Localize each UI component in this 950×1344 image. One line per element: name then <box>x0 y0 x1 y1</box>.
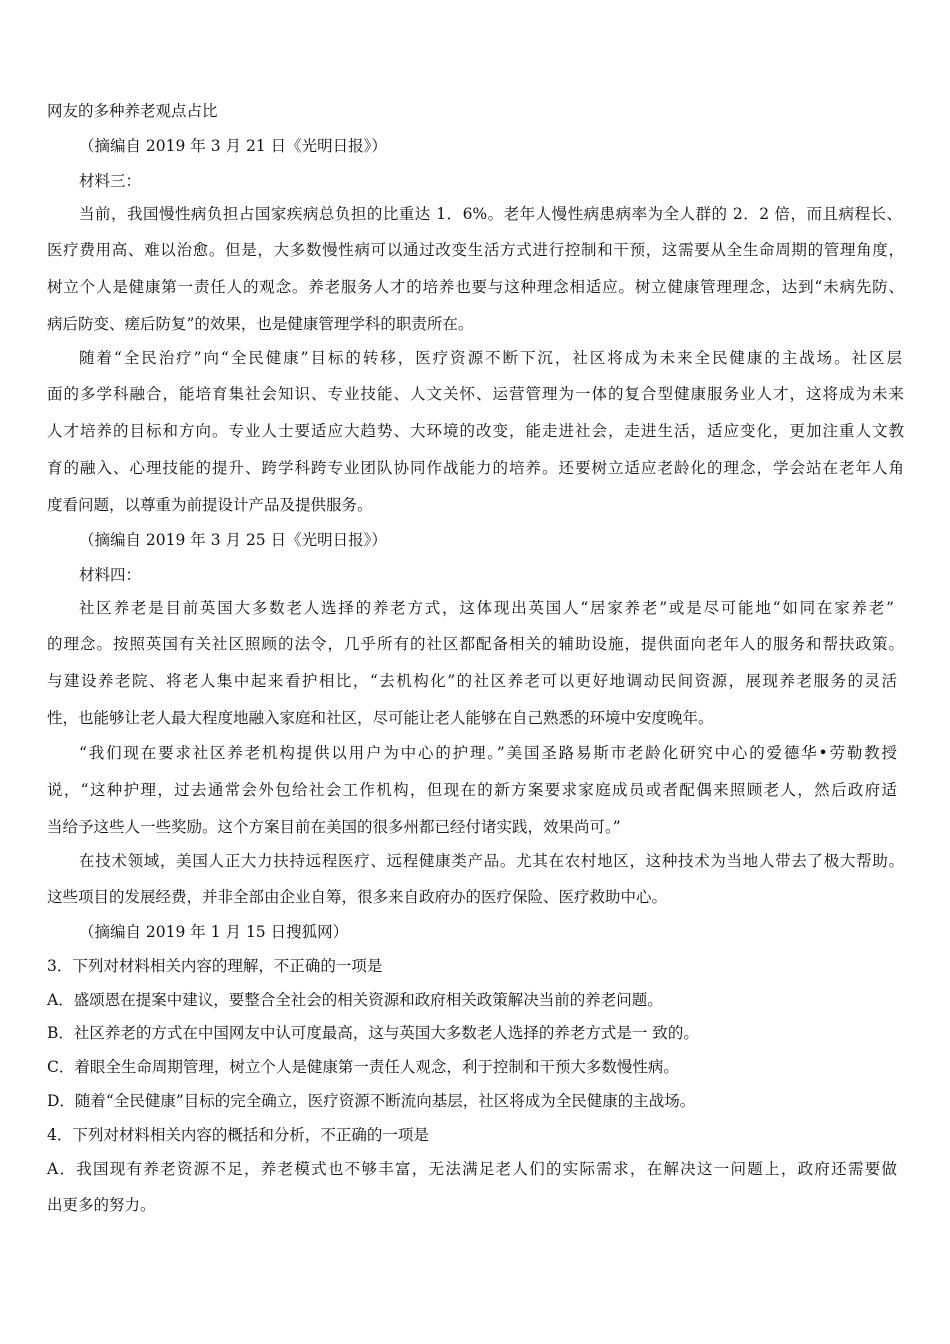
section-heading: 材料三： <box>79 172 142 190</box>
paragraph-line: 面的多学科融合，能培育集社会知识、专业技能、人文关怀、运营管理为一体的复合型健康服务业人才，这将成为未来 <box>47 385 904 403</box>
paragraph-line: 育的融入、心理技能的提升、跨学科跨专业团队协同作战能力的培养。还要树立适应老龄化的理念，学会站在老年人角 <box>47 459 904 477</box>
paragraph-line: 随着“全民治疗”向“全民健康”目标的转移，医疗资源不断下沉，社区将成为未来全民健康的主战场。社区层 <box>79 349 902 367</box>
paragraph-line: 树立个人是健康第一责任人的观念。养老服务人才的培养也要与这种理念相适应。树立健康管理理念，达到“未病先防、 <box>47 278 904 296</box>
paragraph-line: 病后防变、瘥后防复”的效果，也是健康管理学科的职责所在。 <box>47 315 474 333</box>
paragraph-line: 当前，我国慢性病负担占国家疾病总负担的比重达 1．6%。老年人慢性病患病率为全人群的 2．2 倍，而且病程长、 <box>79 205 902 223</box>
question-stem: 3．下列对材料相关内容的理解，不正确的一项是 <box>47 957 383 975</box>
paragraph-line: 这些项目的发展经费，并非全部由企业自筹，很多来自政府办的医疗保险、医疗救助中心。 <box>47 888 668 906</box>
paragraph-line: 与建设养老院、将老人集中起来看护相比，“去机构化”的社区养老可以更好地调动民间资源，展现养老服务的灵活 <box>47 672 897 690</box>
option-d: D．随着“全民健康”目标的完全确立，医疗资源不断流向基层，社区将成为全民健康的主战场。 <box>47 1092 696 1110</box>
paragraph-line: 说，“这种护理，过去通常会外包给社会工作机构，但现在的新方案要求家庭成员或者配偶来照顾老人，然后政府适 <box>47 781 897 799</box>
option-a: A．盛颂恩在提案中建议，要整合全社会的相关资源和政府相关政策解决当前的养老问题。 <box>47 991 663 1009</box>
option-b: B．社区养老的方式在中国网友中认可度最高，这与英国大多数老人选择的养老方式是一 致的。 <box>47 1024 699 1042</box>
figure-caption: 网友的多种养老观点占比 <box>47 102 218 120</box>
source-citation: （摘编自 2019 年 1 月 15 日搜狐网） <box>79 923 349 941</box>
paragraph-line: 性，也能够让老人最大程度地融入家庭和社区，尽可能让老人能够在自己熟悉的环境中安度晚年。 <box>47 709 714 727</box>
paragraph-line: 人才培养的目标和方向。专业人士要适应大趋势、大环境的改变，能走进社会，走进生活，适应变化，更加注重人文教 <box>47 422 904 440</box>
paragraph-line: 当给予这些人一些奖励。这个方案目前在美国的很多州都已经付诸实践，效果尚可。” <box>47 818 621 836</box>
question-stem: 4．下列对材料相关内容的概括和分析，不正确的一项是 <box>47 1126 429 1144</box>
paragraph-line: 社区养老是目前英国大多数老人选择的养老方式，这体现出英国人“居家养老”或是尽可能地“如同在家养老” <box>79 599 894 617</box>
option-c: C．着眼全生命周期管理，树立个人是健康第一责任人观念，利于控制和干预大多数慢性病。 <box>47 1058 679 1076</box>
source-citation: （摘编自 2019 年 3 月 25 日《光明日报》） <box>79 531 387 549</box>
paragraph-line: “我们现在要求社区养老机构提供以用户为中心的护理。”美国圣路易斯市老龄化研究中心的爱德华•劳勒教授 <box>79 744 897 762</box>
option-a: A．我国现有养老资源不足，养老模式也不够丰富，无法满足老人们的实际需求，在解决这一问题上，政府还需要做 <box>47 1160 897 1178</box>
source-citation: （摘编自 2019 年 3 月 21 日《光明日报》） <box>79 137 387 155</box>
paragraph-line: 在技术领域，美国人正大力扶持远程医疗、远程健康类产品。尤其在农村地区，这种技术为当地人带去了极大帮助。 <box>79 852 904 870</box>
paragraph-line: 医疗费用高、难以治愈。但是，大多数慢性病可以通过改变生活方式进行控制和干预，这需要从全生命周期的管理角度， <box>47 241 904 259</box>
paragraph-line: 度看问题，以尊重为前提设计产品及提供服务。 <box>47 496 373 514</box>
paragraph-line: 的理念。按照英国有关社区照顾的法令，几乎所有的社区都配备相关的辅助设施，提供面向老年人的服务和帮扶政策。 <box>47 635 904 653</box>
option-a-continued: 出更多的努力。 <box>47 1196 156 1214</box>
section-heading: 材料四： <box>79 566 142 584</box>
